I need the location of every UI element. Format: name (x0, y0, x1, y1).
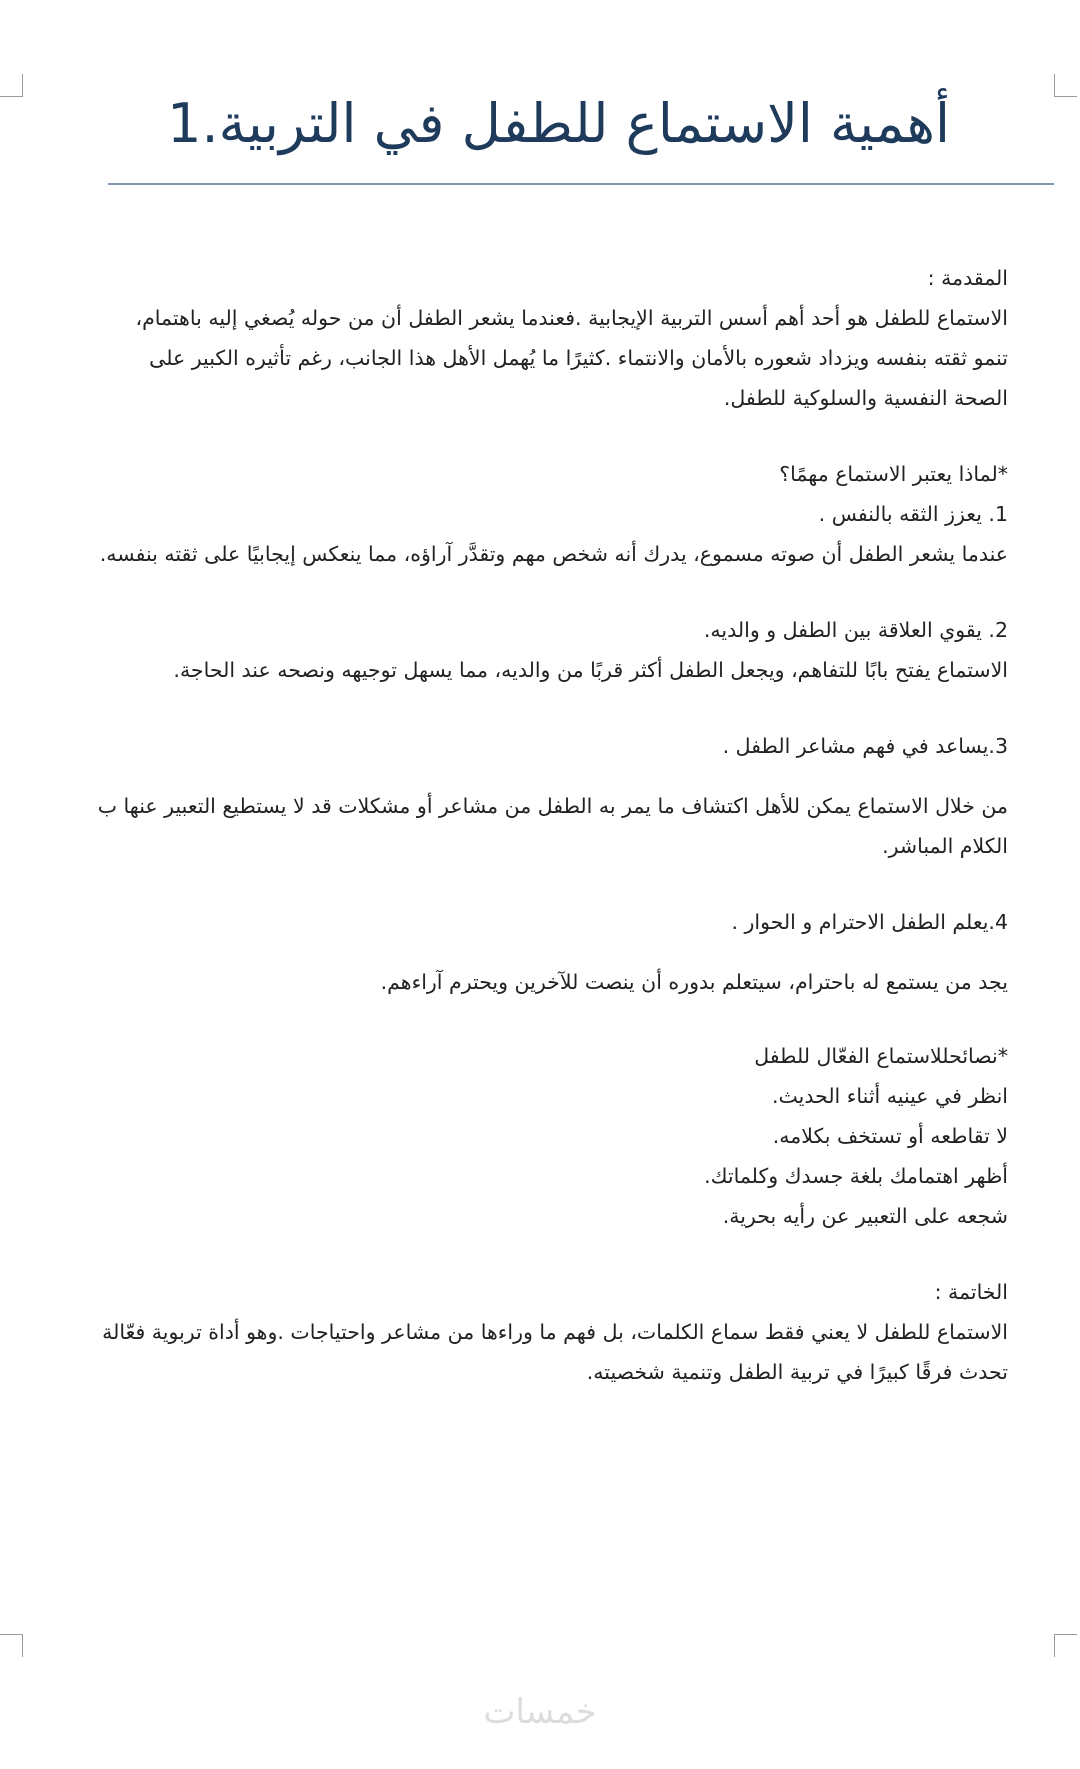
why-heading: *لماذا يعتبر الاستماع مهمًا؟ (779, 462, 1008, 486)
point1-body: عندما يشعر الطفل أن صوته مسموع، يدرك أنه شخص مهم وتقدَّر آراؤه، مما ينعكس إيجابيًا على ثقته بنفسه. (99, 542, 1008, 566)
page-corner-mark-top-left (0, 74, 23, 97)
point4-title: 4.يعلم الطفل الاحترام و الحوار . (731, 910, 1008, 934)
intro-label: المقدمة : (927, 266, 1008, 290)
intro-line: تنمو ثقته بنفسه ويزداد شعوره بالأمان والانتماء .كثيرًا ما يُهمل الأهل هذا الجانب، رغم تأثيره الكبير على (149, 346, 1008, 370)
watermark-logo: خمسات (483, 1692, 597, 1732)
document-title: أهمية الاستماع للطفل في التربية.1 (167, 92, 950, 155)
spacer (28, 866, 1008, 902)
point3-body-line: من خلال الاستماع يمكن للأهل اكتشاف ما يمر به الطفل من مشاعر أو مشكلات قد لا يستطيع التعبير عنها ب (97, 794, 1008, 818)
spacer (28, 1002, 1008, 1036)
page-corner-mark-bottom-right (1054, 1634, 1077, 1657)
page-corner-mark-bottom-left (0, 1634, 23, 1657)
conclusion-line: تحدث فرقًا كبيرًا في تربية الطفل وتنمية شخصيته. (586, 1360, 1008, 1384)
spacer (28, 1236, 1008, 1272)
intro-line: الاستماع للطفل هو أحد أهم أسس التربية الإيجابية .فعندما يشعر الطفل أن من حوله يُصغي إليه باهتمام، (135, 306, 1008, 330)
tip-item: انظر في عينيه أثناء الحديث. (771, 1084, 1008, 1108)
tips-heading: *نصائحللاستماع الفعّال للطفل (754, 1044, 1008, 1068)
point3-title: 3.يساعد في فهم مشاعر الطفل . (722, 734, 1008, 758)
conclusion-label: الخاتمة : (934, 1280, 1008, 1304)
point3-body-line: الكلام المباشر. (882, 834, 1008, 858)
tip-item: شجعه على التعبير عن رأيه بحرية. (722, 1204, 1008, 1228)
tip-item: أظهر اهتمامك بلغة جسدك وكلماتك. (704, 1164, 1008, 1188)
intro-line: الصحة النفسية والسلوكية للطفل. (723, 386, 1008, 410)
tip-item: لا تقاطعه أو تستخف بكلامه. (772, 1124, 1008, 1148)
point1-title: 1. يعزز الثقه بالنفس . (818, 502, 1008, 526)
point2-title: 2. يقوي العلاقة بين الطفل و والديه. (703, 618, 1008, 642)
document-body (28, 258, 1008, 1392)
point4-body: يجد من يستمع له باحترام، سيتعلم بدوره أن ينصت للآخرين ويحترم آراءهم. (380, 970, 1008, 994)
spacer (28, 418, 1008, 454)
spacer (28, 574, 1008, 610)
title-underline (108, 183, 1054, 185)
spacer (28, 690, 1008, 726)
point2-body: الاستماع يفتح بابًا للتفاهم، ويجعل الطفل أكثر قربًا من والديه، مما يسهل توجيهه ونصحه عند الحاجة. (173, 658, 1008, 682)
conclusion-line: الاستماع للطفل لا يعني فقط سماع الكلمات، بل فهم ما وراءها من مشاعر واحتياجات .وهو أداة تربوية فعّالة (102, 1320, 1008, 1344)
page-corner-mark-top-right (1054, 74, 1077, 97)
